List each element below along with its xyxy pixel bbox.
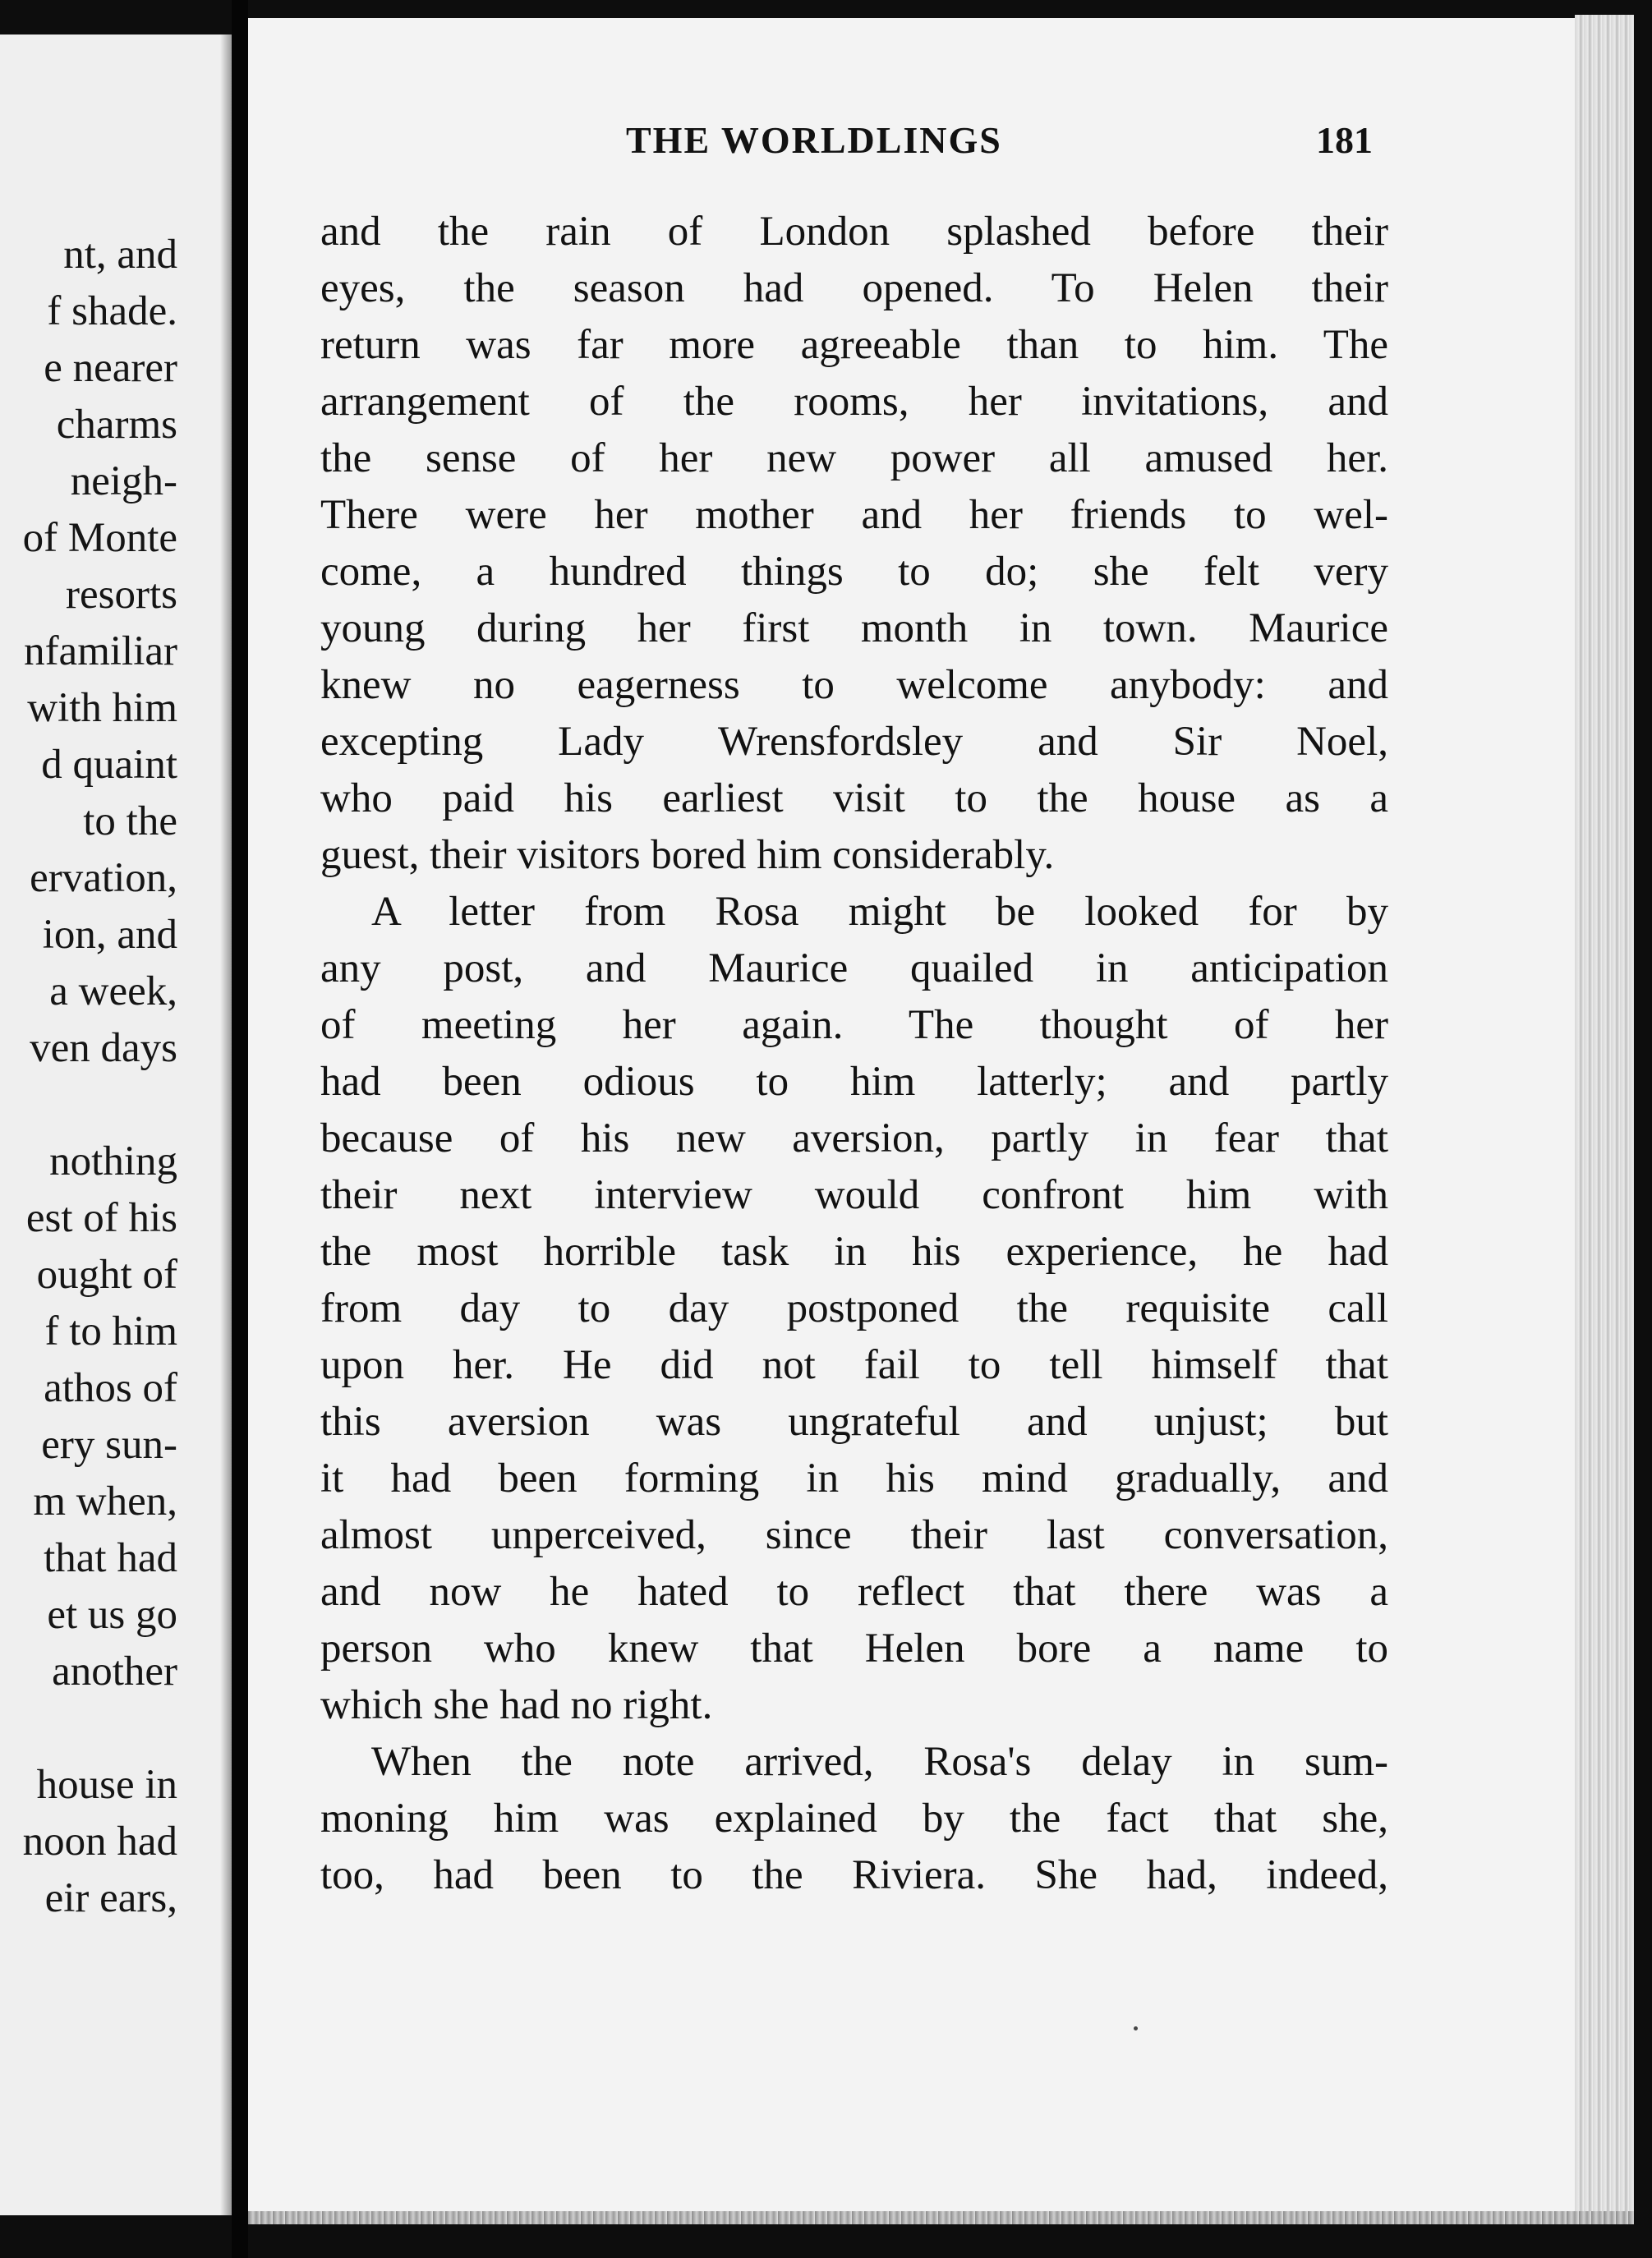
left-line: house in — [36, 1762, 177, 1808]
left-line: of Monte — [22, 515, 177, 561]
left-line: resorts — [66, 572, 177, 618]
text-line: of meeting her again. The thought of her — [320, 1002, 1388, 1048]
left-line: est of his — [25, 1195, 177, 1241]
left-line: f shade. — [47, 288, 177, 334]
left-line-gap — [23, 1700, 177, 1757]
left-line: d quaint — [41, 742, 177, 788]
text-line: eyes, the season had opened. To Helen their — [320, 265, 1388, 311]
text-line: had been odious to him latterly; and partly — [320, 1059, 1388, 1105]
text-line: the most horrible task in his experience, he had — [320, 1229, 1388, 1275]
text-line: upon her. He did not fail to tell himself that — [320, 1342, 1388, 1388]
text-line: who paid his earliest visit to the house as a — [320, 775, 1388, 821]
left-page-text — [23, 227, 177, 1927]
text-line: person who knew that Helen bore a name to — [320, 1626, 1388, 1672]
text-line: and the rain of London splashed before their — [320, 209, 1388, 255]
text-line: young during her first month in town. Maurice — [320, 605, 1388, 651]
text-line: almost unperceived, since their last conversation, — [320, 1512, 1388, 1558]
paragraph-start: When the note arrived, Rosa's delay in sum- — [371, 1739, 1388, 1785]
text-line: because of his new aversion, partly in fear that — [320, 1115, 1388, 1161]
left-line: nfamiliar — [24, 628, 177, 674]
text-line: return was far more agreeable than to him. The — [320, 322, 1388, 368]
left-line: et us go — [47, 1592, 177, 1638]
left-line: ervation, — [30, 855, 177, 901]
left-line: ery sun- — [41, 1422, 177, 1468]
book-spine — [232, 0, 248, 2258]
text-line: excepting Lady Wrensfordsley and Sir Noel, — [320, 719, 1388, 765]
page-number: 181 — [1316, 119, 1373, 161]
text-line: and now he hated to reflect that there was a — [320, 1569, 1388, 1615]
left-line: nothing — [49, 1138, 177, 1184]
text-line: too, had been to the Riviera. She had, indeed, — [320, 1852, 1388, 1898]
left-line: ought of — [36, 1252, 177, 1298]
paragraph-start: A letter from Rosa might be looked for by — [371, 889, 1388, 935]
left-line: f to him — [44, 1308, 177, 1354]
left-line: ion, and — [42, 912, 177, 958]
left-line: eir ears, — [44, 1875, 177, 1921]
left-line: charms — [56, 402, 177, 448]
left-line: neigh- — [70, 458, 177, 504]
text-line: There were her mother and her friends to wel- — [320, 492, 1388, 538]
left-line: a week, — [49, 968, 177, 1014]
left-page — [0, 34, 232, 2215]
left-line: noon had — [22, 1819, 177, 1865]
left-line: another — [52, 1649, 177, 1695]
left-line-gap — [23, 1077, 177, 1134]
text-line: their next interview would confront him with — [320, 1172, 1388, 1218]
left-line: to the — [83, 798, 177, 844]
gutter-shadow — [220, 34, 232, 2215]
page-edges-right — [1575, 15, 1634, 2216]
left-line: that had — [44, 1535, 177, 1581]
text-line: moning him was explained by the fact that she, — [320, 1796, 1388, 1842]
text-line: from day to day postponed the requisite call — [320, 1285, 1388, 1331]
page-edges-bottom — [248, 2211, 1634, 2224]
left-line: ven days — [30, 1025, 177, 1071]
text-line: arrangement of the rooms, her invitations, and — [320, 379, 1388, 425]
left-line: athos of — [44, 1365, 177, 1411]
text-line: come, a hundred things to do; she felt very — [320, 549, 1388, 595]
left-line: m when, — [33, 1479, 177, 1524]
left-line: nt, and — [63, 232, 177, 278]
right-page — [248, 18, 1575, 2211]
text-line: this aversion was ungrateful and unjust; but — [320, 1399, 1388, 1445]
left-line: e nearer — [44, 345, 177, 391]
text-line: it had been forming in his mind gradually, and — [320, 1456, 1388, 1502]
left-line: with him — [27, 685, 177, 731]
text-line: knew no eagerness to welcome anybody: and — [320, 662, 1388, 708]
running-head: THE WORLDLINGS — [626, 119, 1002, 161]
text-line: which she had no right. — [320, 1682, 713, 1728]
dust-speck — [1134, 2026, 1138, 2030]
text-line: the sense of her new power all amused her. — [320, 435, 1388, 481]
text-line: guest, their visitors bored him considerably. — [320, 832, 1055, 878]
body-text — [320, 204, 1388, 1904]
text-line: any post, and Maurice quailed in anticipation — [320, 945, 1388, 991]
